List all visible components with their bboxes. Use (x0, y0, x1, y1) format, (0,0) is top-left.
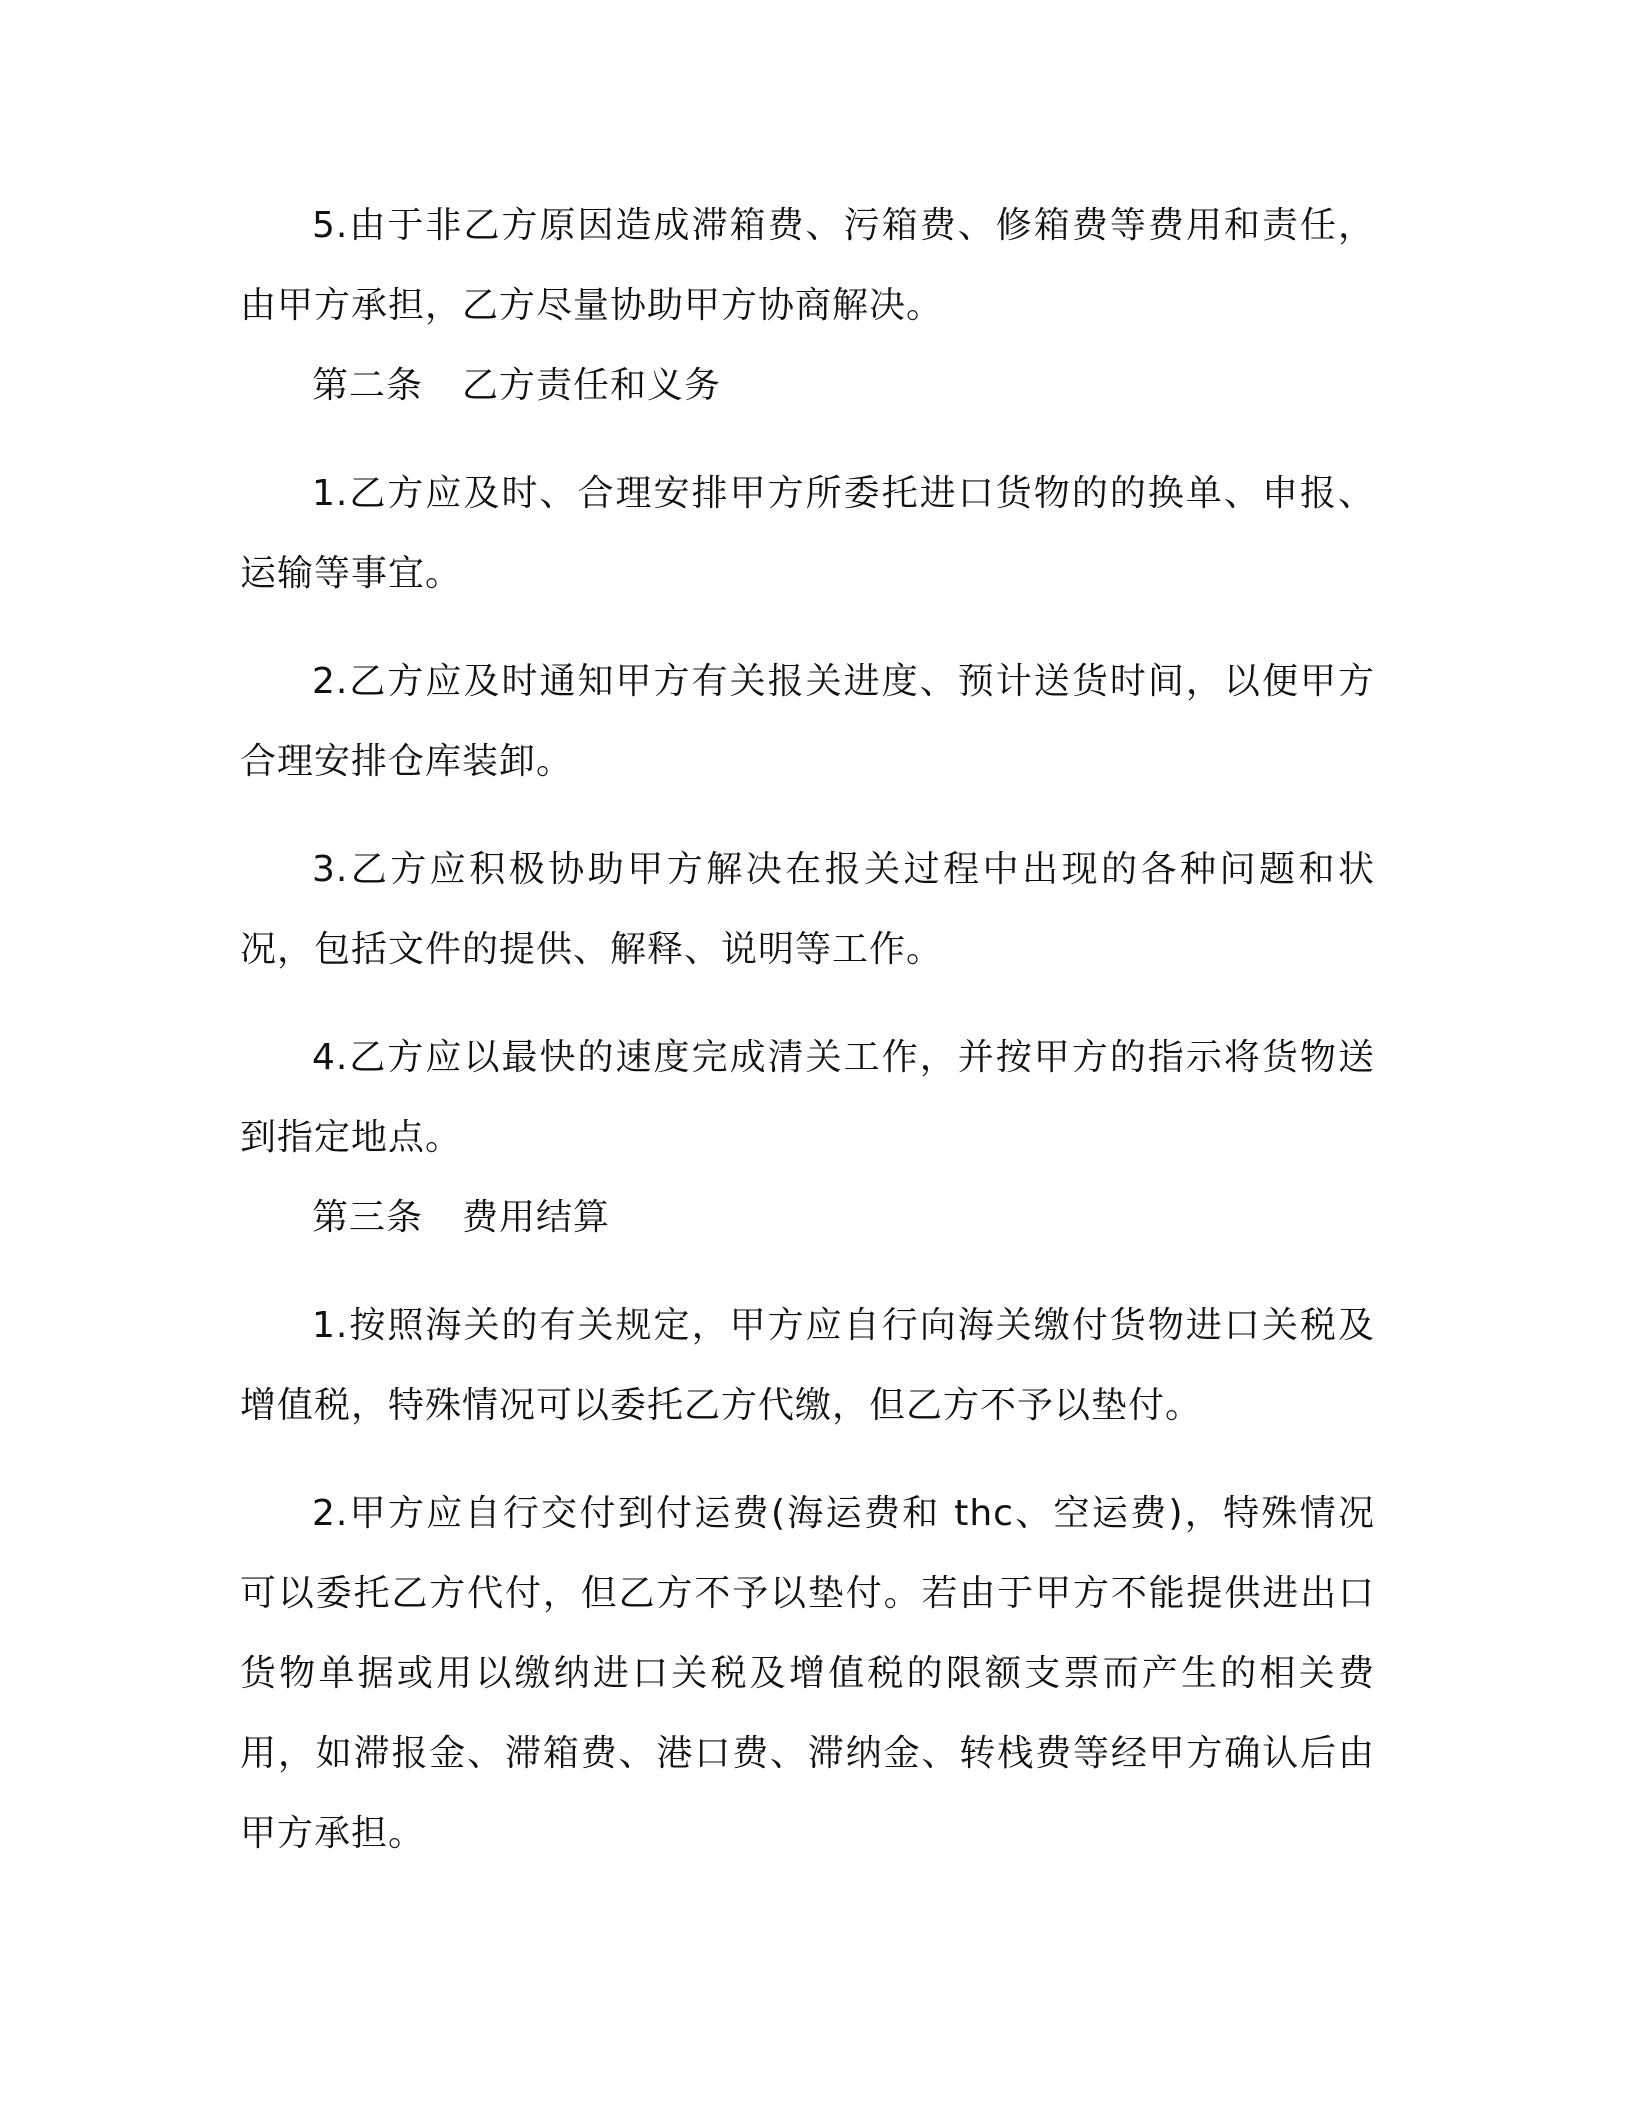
clause-paragraph: 2.甲方应自行交付到付运费(海运费和 thc、空运费)，特殊情况可以委托乙方代付，但乙方不予以垫付。若由于甲方不能提供进出口货物单据或用以缴纳进口关税及增值税的限额支票而产生的相关费用，如滞报金、滞箱费、港口费、滞纳金、转栈费等经甲方确认后由甲方承担。 (240, 1493, 1375, 1854)
clause-paragraph: 3.乙方应积极协助甲方解决在报关过程中出现的各种问题和状况，包括文件的提供、解释、说明等工作。 (240, 849, 1375, 970)
clause-paragraph: 2.乙方应及时通知甲方有关报关进度、预计送货时间，以便甲方合理安排仓库装卸。 (240, 661, 1375, 782)
section-heading (240, 346, 1375, 426)
section-number: 第二条 (312, 365, 424, 406)
clause-paragraph: 1.乙方应及时、合理安排甲方所委托进口货物的的换单、申报、运输等事宜。 (240, 473, 1375, 594)
section-number: 第三条 (312, 1197, 424, 1238)
section-heading (240, 1178, 1375, 1258)
clause-paragraph: 5.由于非乙方原因造成滞箱费、污箱费、修箱费等费用和责任，由甲方承担，乙方尽量协助甲方协商解决。 (240, 205, 1375, 326)
clause-paragraph: 4.乙方应以最快的速度完成清关工作，并按甲方的指示将货物送到指定地点。 (240, 1037, 1375, 1158)
document-body (240, 186, 1375, 1874)
section-title: 费用结算 (462, 1197, 611, 1238)
section-title: 乙方责任和义务 (462, 365, 722, 406)
clause-paragraph: 1.按照海关的有关规定，甲方应自行向海关缴付货物进口关税及增值税，特殊情况可以委托乙方代缴，但乙方不予以垫付。 (240, 1305, 1375, 1426)
